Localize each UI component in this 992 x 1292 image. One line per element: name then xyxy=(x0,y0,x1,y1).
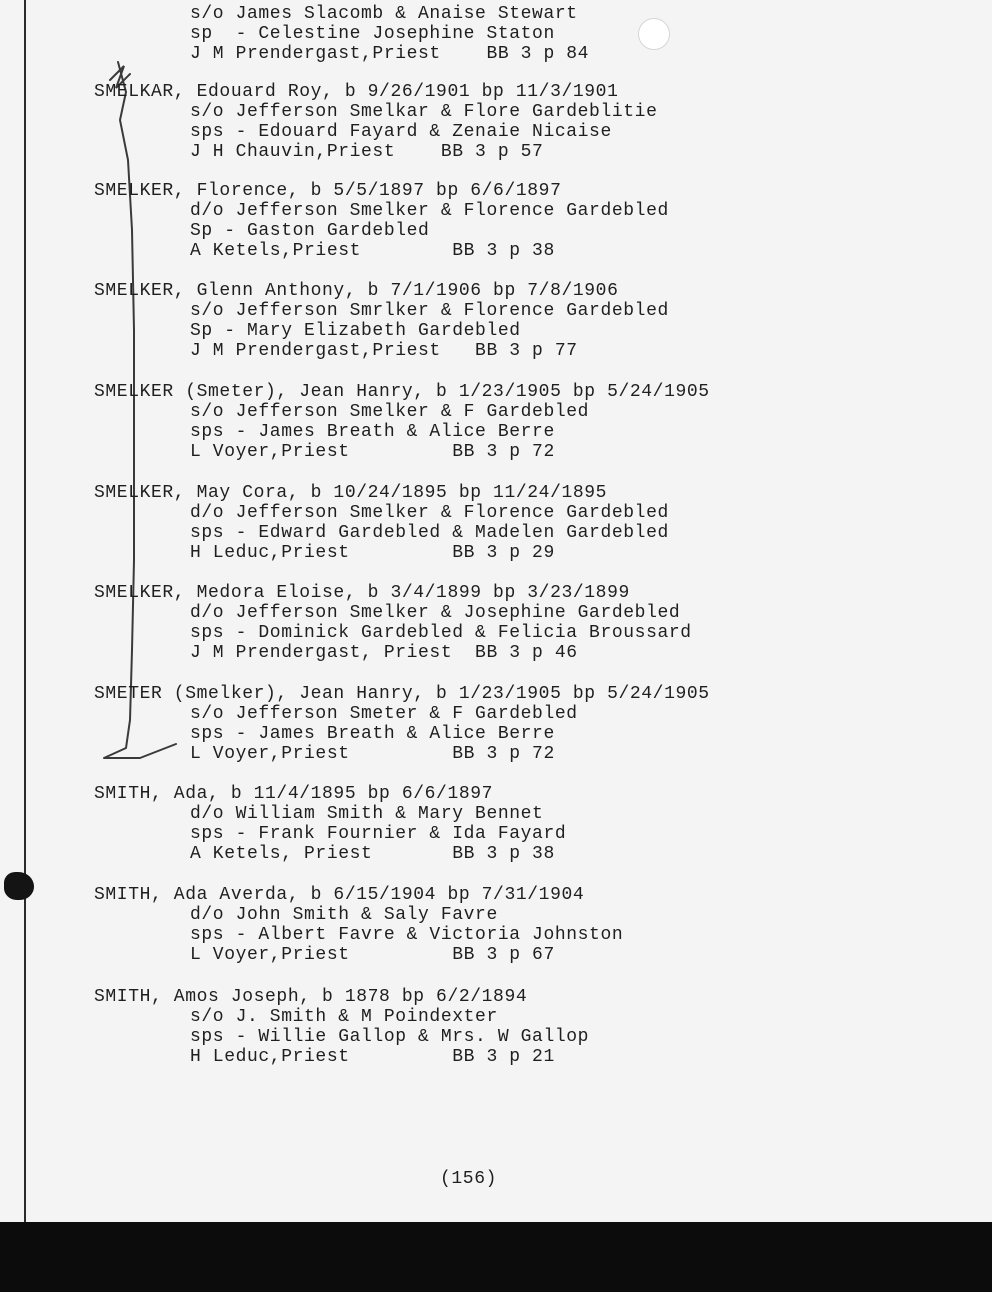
entry-heading: SMELKER (Smeter), Jean Hanry, b 1/23/1905 bp 5/24/1905 xyxy=(94,382,710,402)
page-number: (156) xyxy=(440,1169,498,1189)
entry-sponsors: sps - Frank Fournier & Ida Fayard xyxy=(190,824,567,844)
entry-parents: d/o Jefferson Smelker & Florence Gardebled xyxy=(190,503,669,523)
entry-parents: d/o John Smith & Saly Favre xyxy=(190,905,498,925)
entry-sponsors: sps - Albert Favre & Victoria Johnston xyxy=(190,925,624,945)
entry-priest-ref: J M Prendergast, Priest BB 3 p 46 xyxy=(190,643,578,663)
entry-heading: SMELKER, May Cora, b 10/24/1895 bp 11/24/1895 xyxy=(94,483,608,503)
entry-smith-ada xyxy=(94,784,974,864)
left-margin-rule xyxy=(24,0,26,1230)
binding-blot xyxy=(4,872,34,900)
entry-priest-ref: J H Chauvin,Priest BB 3 p 57 xyxy=(190,142,544,162)
entry-heading: SMELKAR, Edouard Roy, b 9/26/1901 bp 11/3/1901 xyxy=(94,82,619,102)
entry-sponsors: Sp - Mary Elizabeth Gardebled xyxy=(190,321,521,341)
continued-parents: s/o James Slacomb & Anaise Stewart xyxy=(190,4,578,24)
entry-priest-ref: J M Prendergast,Priest BB 3 p 77 xyxy=(190,341,578,361)
entry-smeter-jean-hanry xyxy=(94,684,974,764)
entry-smelker-medora-eloise xyxy=(94,583,974,663)
entry-smelkar-edouard-roy xyxy=(94,82,974,162)
entry-priest-ref: L Voyer,Priest BB 3 p 72 xyxy=(190,442,555,462)
entry-heading: SMELKER, Florence, b 5/5/1897 bp 6/6/1897 xyxy=(94,181,562,201)
entry-priest-ref: H Leduc,Priest BB 3 p 21 xyxy=(190,1047,555,1067)
entry-priest-ref: H Leduc,Priest BB 3 p 29 xyxy=(190,543,555,563)
entry-heading: SMETER (Smelker), Jean Hanry, b 1/23/1905 bp 5/24/1905 xyxy=(94,684,710,704)
entry-smelker-glenn-anthony xyxy=(94,281,974,361)
entry-sponsors: sps - Edouard Fayard & Zenaie Nicaise xyxy=(190,122,612,142)
entry-priest-ref: A Ketels, Priest BB 3 p 38 xyxy=(190,844,555,864)
entry-heading: SMELKER, Medora Eloise, b 3/4/1899 bp 3/23/1899 xyxy=(94,583,630,603)
entry-heading: SMITH, Ada, b 11/4/1895 bp 6/6/1897 xyxy=(94,784,494,804)
entry-sponsors: Sp - Gaston Gardebled xyxy=(190,221,430,241)
scan-bottom-border xyxy=(0,1222,992,1292)
entry-parents: s/o Jefferson Smelker & F Gardebled xyxy=(190,402,590,422)
continued-priest-ref: J M Prendergast,Priest BB 3 p 84 xyxy=(190,44,590,64)
continued-sponsors: sp - Celestine Josephine Staton xyxy=(190,24,555,44)
entry-sponsors: sps - Willie Gallop & Mrs. W Gallop xyxy=(190,1027,590,1047)
entry-parents: d/o William Smith & Mary Bennet xyxy=(190,804,544,824)
entry-priest-ref: A Ketels,Priest BB 3 p 38 xyxy=(190,241,555,261)
entry-smith-amos-joseph xyxy=(94,987,974,1067)
entry-smelker-florence xyxy=(94,181,974,261)
entry-parents: d/o Jefferson Smelker & Florence Gardebled xyxy=(190,201,669,221)
entry-heading: SMITH, Ada Averda, b 6/15/1904 bp 7/31/1904 xyxy=(94,885,585,905)
entry-parents: s/o Jefferson Smrlker & Florence Gardebled xyxy=(190,301,669,321)
entry-parents: s/o Jefferson Smelkar & Flore Gardeblitie xyxy=(190,102,658,122)
entry-sponsors: sps - Dominick Gardebled & Felicia Broussard xyxy=(190,623,692,643)
entry-priest-ref: L Voyer,Priest BB 3 p 67 xyxy=(190,945,555,965)
continued-entry xyxy=(94,4,974,64)
entry-sponsors: sps - Edward Gardebled & Madelen Gardebled xyxy=(190,523,669,543)
entry-smelker-jean-hanry xyxy=(94,382,974,462)
entry-heading: SMELKER, Glenn Anthony, b 7/1/1906 bp 7/8/1906 xyxy=(94,281,619,301)
entry-parents: s/o Jefferson Smeter & F Gardebled xyxy=(190,704,578,724)
entry-sponsors: sps - James Breath & Alice Berre xyxy=(190,422,555,442)
entry-smelker-may-cora xyxy=(94,483,974,563)
entry-priest-ref: L Voyer,Priest BB 3 p 72 xyxy=(190,744,555,764)
entry-parents: s/o J. Smith & M Poindexter xyxy=(190,1007,498,1027)
entry-heading: SMITH, Amos Joseph, b 1878 bp 6/2/1894 xyxy=(94,987,528,1007)
entry-sponsors: sps - James Breath & Alice Berre xyxy=(190,724,555,744)
entry-parents: d/o Jefferson Smelker & Josephine Gardebled xyxy=(190,603,681,623)
entry-smith-ada-averda xyxy=(94,885,974,965)
